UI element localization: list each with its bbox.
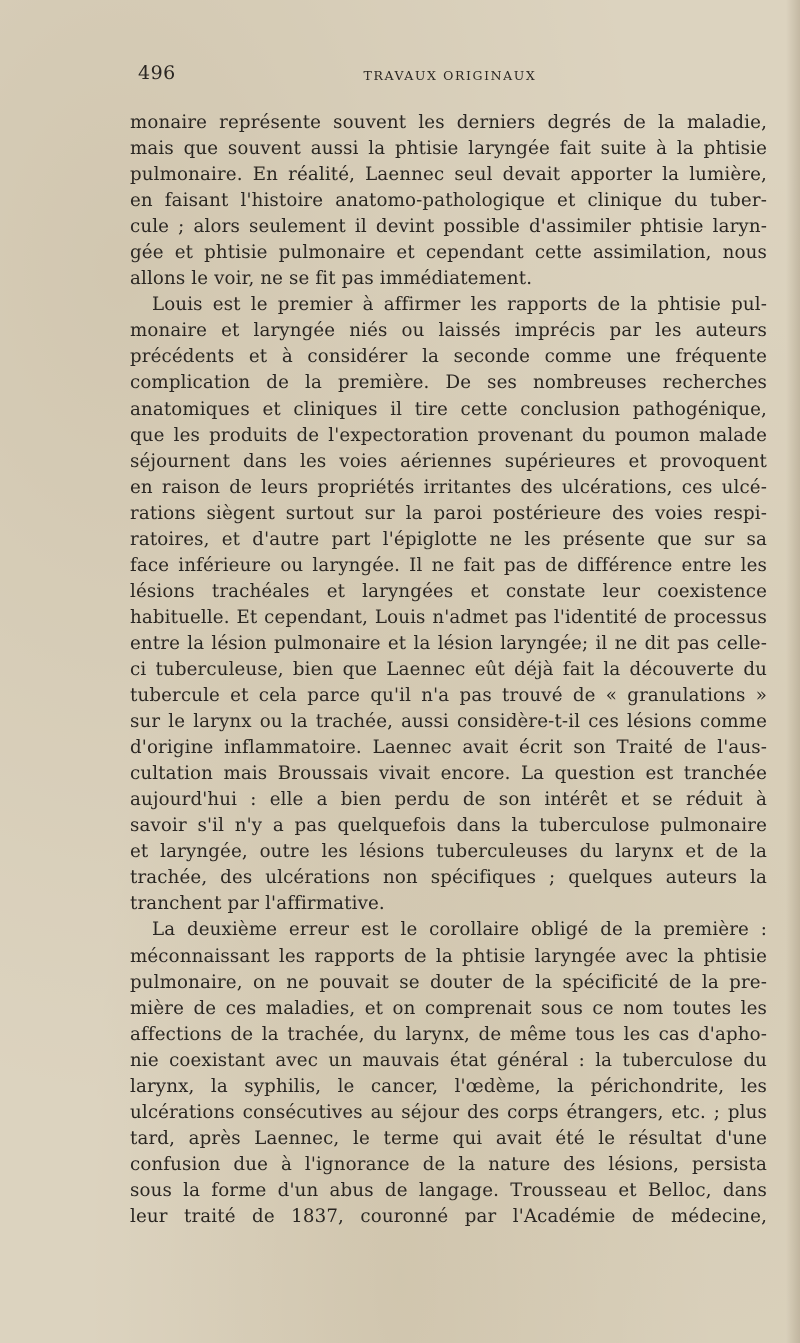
text-line: ratoires, et d'autre part l'épiglotte ne les présente que sur sa — [130, 528, 767, 550]
text-line: savoir s'il n'y a pas quelquefois dans la tuberculose pulmonaire — [130, 815, 767, 837]
body-text — [130, 110, 767, 1230]
paragraph-start-line: Louis est le premier à affirmer les rapports de la phtisie pul- — [152, 294, 767, 316]
text-line: trachée, des ulcérations non spécifiques ; quelques auteurs la — [130, 867, 767, 889]
text-line: tard, après Laennec, le terme qui avait été le résultat d'une — [130, 1127, 767, 1149]
text-line: cule ; alors seulement il devint possible d'assimiler phtisie laryn- — [130, 216, 767, 238]
text-line: larynx, la syphilis, le cancer, l'œdème, la périchondrite, les — [130, 1075, 767, 1097]
paragraph-start-line: La deuxième erreur est le corollaire obligé de la première : — [152, 919, 767, 941]
text-line: d'origine inflammatoire. Laennec avait écrit son Traité de l'aus- — [130, 737, 767, 759]
text-line: ulcérations consécutives au séjour des corps étrangers, etc. ; plus — [130, 1101, 767, 1123]
text-line: monaire représente souvent les derniers degrés de la maladie, — [130, 112, 767, 133]
text-line: mais que souvent aussi la phtisie laryngée fait suite à la phtisie — [130, 138, 767, 160]
running-head: TRAVAUX ORIGINAUX — [363, 68, 537, 83]
text-line: complication de la première. De ses nombreuses recherches — [130, 372, 767, 394]
text-line: lésions trachéales et laryngées et constate leur coexistence — [130, 580, 767, 602]
text-line: nie coexistant avec un mauvais état général : la tuberculose du — [130, 1049, 767, 1071]
text-line: mière de ces maladies, et on comprenait sous ce nom toutes les — [130, 997, 767, 1019]
text-line: séjournent dans les voies aériennes supérieures et provoquent — [130, 450, 767, 472]
text-line: entre la lésion pulmonaire et la lésion laryngée; il ne dit pas celle- — [130, 632, 767, 654]
text-line: face inférieure ou laryngée. Il ne fait pas de différence entre les — [130, 554, 767, 576]
text-line: ci tuberculeuse, bien que Laennec eût déjà fait la découverte du — [130, 658, 767, 680]
text-line: que les produits de l'expectoration provenant du poumon malade — [130, 424, 767, 446]
text-line: tranchent par l'affirmative. — [130, 893, 385, 915]
text-line: aujourd'hui : elle a bien perdu de son intérêt et se réduit à — [130, 789, 767, 811]
page-number: 496 — [138, 62, 176, 84]
text-line: anatomiques et cliniques il tire cette conclusion pathogénique, — [130, 398, 767, 420]
text-line: leur traité de 1837, couronné par l'Académie de médecine, — [130, 1205, 767, 1227]
text-line: tubercule et cela parce qu'il n'a pas trouvé de « granulations » — [130, 685, 767, 707]
text-line: monaire et laryngée niés ou laissés imprécis par les auteurs — [130, 320, 767, 342]
text-line: sous la forme d'un abus de langage. Trousseau et Belloc, dans — [130, 1179, 767, 1201]
text-line: précédents et à considérer la seconde comme une fréquente — [130, 346, 767, 368]
text-line: méconnaissant les rapports de la phtisie laryngée avec la phtisie — [130, 945, 767, 967]
text-line: pulmonaire, on ne pouvait se douter de la spécificité de la pre- — [130, 971, 767, 993]
text-line: et laryngée, outre les lésions tuberculeuses du larynx et de la — [130, 841, 767, 863]
text-line: en faisant l'histoire anatomo-pathologique et clinique du tuber- — [130, 190, 767, 212]
page-header — [130, 62, 770, 92]
text-line: rations siègent surtout sur la paroi postérieure des voies respi- — [130, 502, 767, 524]
text-line: en raison de leurs propriétés irritantes des ulcérations, ces ulcé- — [130, 476, 767, 498]
text-line: cultation mais Broussais vivait encore. La question est tranchée — [130, 763, 767, 785]
text-line: confusion due à l'ignorance de la nature des lésions, persista — [130, 1153, 767, 1175]
text-line: pulmonaire. En réalité, Laennec seul devait apporter la lumière, — [130, 164, 767, 186]
text-line: gée et phtisie pulmonaire et cependant cette assimilation, nous — [130, 242, 767, 264]
text-line: sur le larynx ou la trachée, aussi considère-t-il ces lésions comme — [130, 711, 767, 733]
text-line: habituelle. Et cependant, Louis n'admet pas l'identité de processus — [130, 606, 767, 628]
text-line: allons le voir, ne se fit pas immédiatement. — [130, 268, 533, 290]
text-line: affections de la trachée, du larynx, de même tous les cas d'apho- — [130, 1023, 767, 1045]
page-edge-shadow — [786, 0, 800, 1343]
